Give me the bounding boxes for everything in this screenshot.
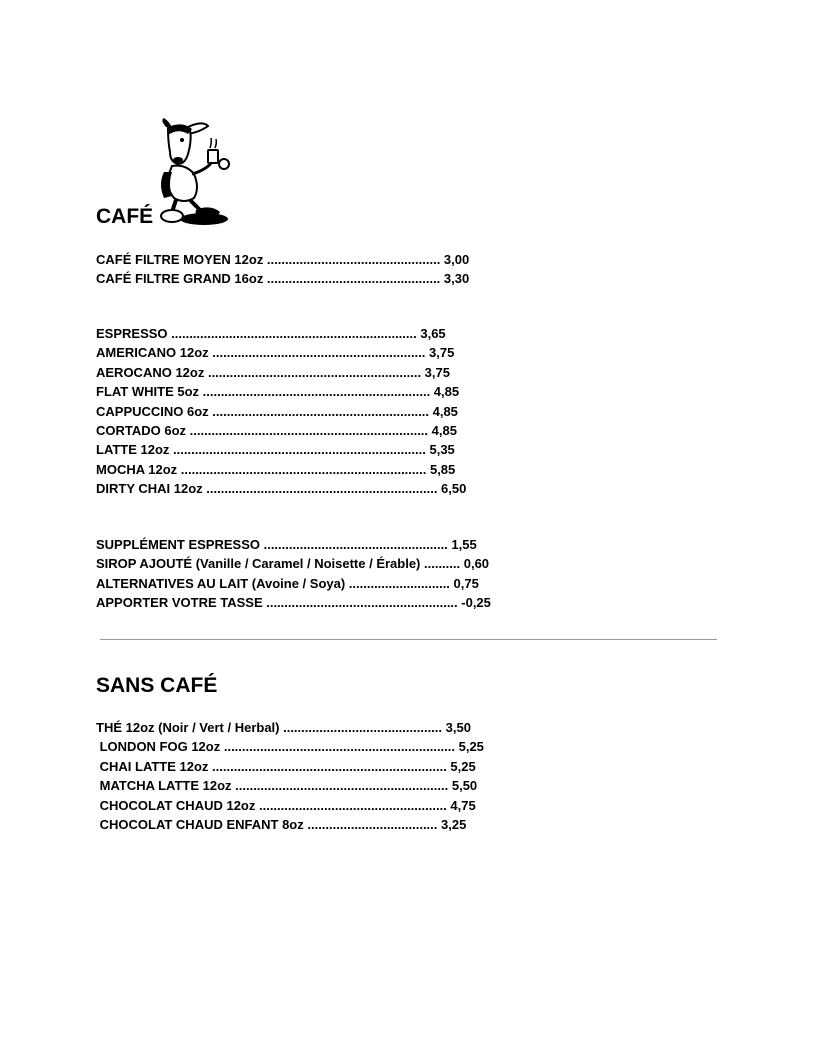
menu-item: CHAI LATTE 12oz ................................................................. 5,25: [96, 758, 476, 774]
menu-item: CHOCOLAT CHAUD 12oz .................................................... 4,75: [96, 797, 476, 813]
menu-group-filter-coffee: [96, 250, 469, 289]
section-title-cafe: CAFÉ: [96, 205, 154, 228]
menu-group-non-coffee: [96, 718, 484, 834]
menu-item: CHOCOLAT CHAUD ENFANT 8oz .................................... 3,25: [96, 816, 467, 832]
menu-item: LATTE 12oz ...................................................................... 5,35: [96, 442, 455, 458]
menu-item: APPORTER VOTRE TASSE ..................................................... -0,25: [96, 595, 491, 611]
menu-item: AMERICANO 12oz ........................................................... 3,75: [96, 345, 455, 361]
menu-item: AEROCANO 12oz ........................................................... 3,75: [96, 364, 450, 380]
menu-item: FLAT WHITE 5oz ............................................................... 4,85: [96, 384, 460, 400]
menu-group-espresso-drinks: [96, 324, 466, 499]
goat-mascot-logo-icon: [158, 118, 234, 230]
menu-item: CORTADO 6oz .................................................................. 4,85: [96, 422, 457, 438]
menu-item: THÉ 12oz (Noir / Vert / Herbal) ............................................ 3,50: [96, 720, 471, 735]
menu-item: LONDON FOG 12oz ................................................................ 5,25: [96, 739, 484, 755]
menu-item: DIRTY CHAI 12oz ................................................................ 6,50: [96, 481, 467, 497]
menu-item: CAPPUCCINO 6oz ............................................................ 4,85: [96, 403, 458, 419]
menu-item: MATCHA LATTE 12oz ........................................................... 5,50: [96, 778, 478, 794]
menu-item: MOCHA 12oz .................................................................... 5,85: [96, 461, 456, 477]
section-divider: [100, 639, 717, 640]
menu-item: CAFÉ FILTRE GRAND 16oz ................................................ 3,30: [96, 271, 470, 287]
menu-group-extras: [96, 535, 491, 613]
menu-item: ALTERNATIVES AU LAIT (Avoine / Soya) ............................ 0,75: [96, 575, 479, 591]
menu-item: SIROP AJOUTÉ (Vanille / Caramel / Noisette / Érable) .......... 0,60: [96, 556, 490, 572]
section-title-sans-cafe: SANS CAFÉ: [96, 674, 218, 697]
menu-item: SUPPLÉMENT ESPRESSO ................................................... 1,55: [96, 537, 477, 552]
menu-item: ESPRESSO .................................................................... 3,65: [96, 326, 446, 341]
menu-item: CAFÉ FILTRE MOYEN 12oz ................................................ 3,00: [96, 252, 470, 267]
